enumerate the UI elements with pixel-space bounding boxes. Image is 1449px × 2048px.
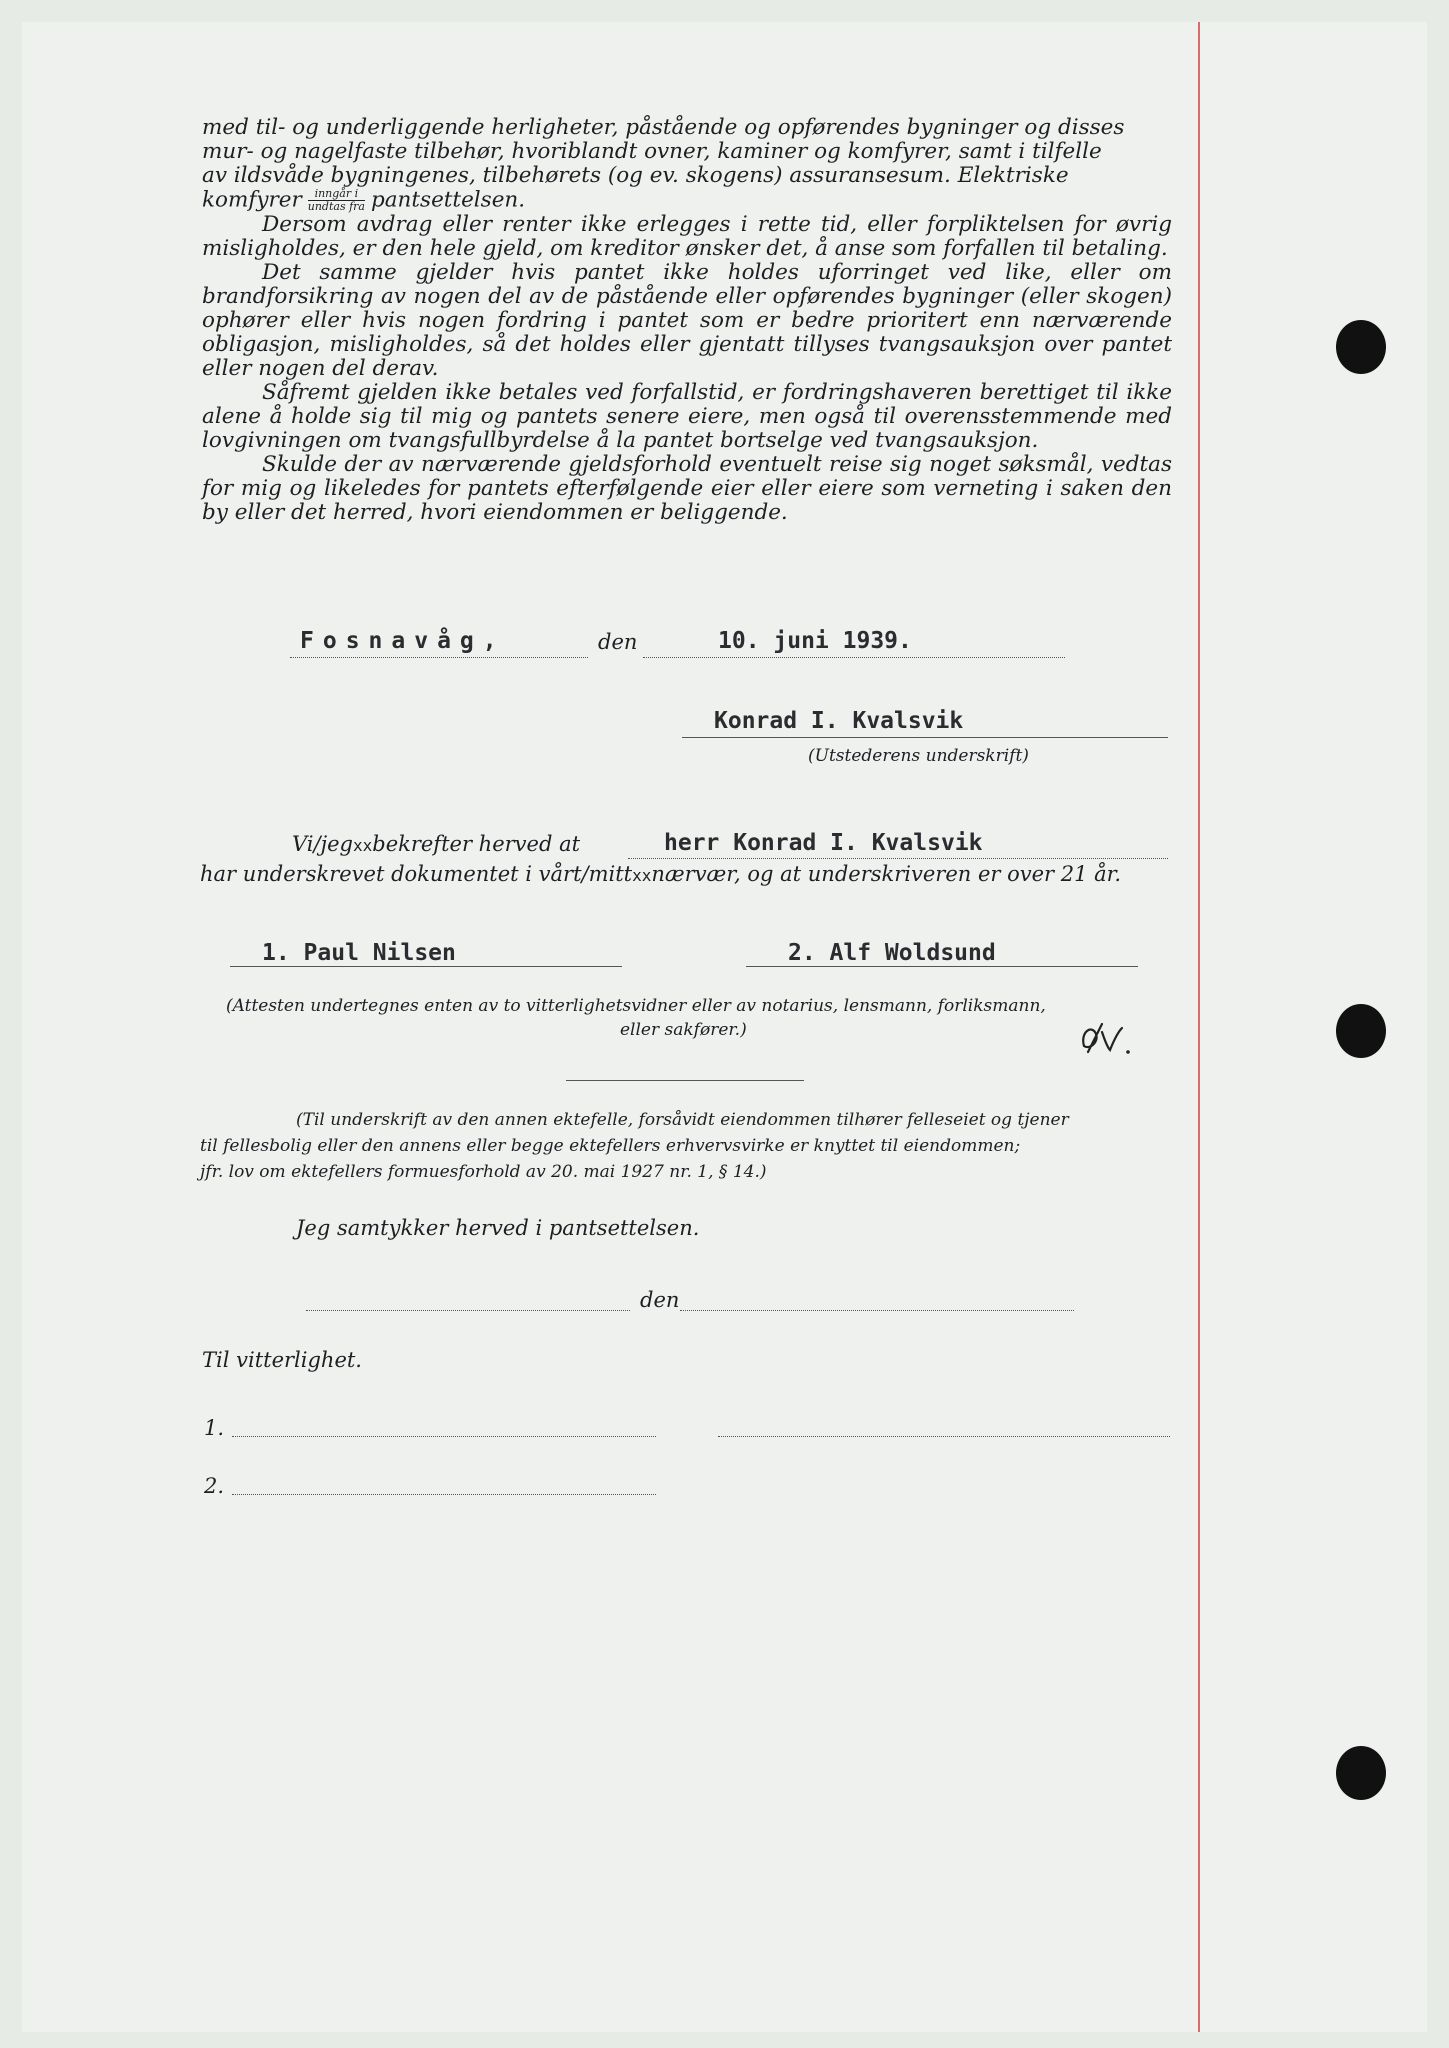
- clause-line: mur- og nagelfaste tilbehør, hvoriblandt ovner, kaminer og komfyrer, samt i tilfelle: [202, 139, 1102, 164]
- clause-line: av ildsvåde bygningenes, tilbehørets (og ev. skogens) assuransesum. Elektriske: [202, 163, 1069, 188]
- confirm-line-2-strike: xx: [632, 866, 652, 885]
- punch-hole: [1336, 1746, 1386, 1800]
- date-line: [643, 657, 1065, 658]
- witness-number-1: 1.: [204, 1416, 225, 1440]
- witness-1-line: [230, 966, 622, 967]
- confirm-line-2-prefix: har underskrevet dokumentet i vårt/mitt: [200, 862, 633, 886]
- confirm-prefix: Vi/jeg: [292, 832, 353, 856]
- issuer-signature-line: [682, 737, 1168, 738]
- place-line: [290, 657, 588, 658]
- til-vitterlighet: Til vitterlighet.: [202, 1348, 362, 1372]
- confirm-name-line: [628, 858, 1168, 859]
- spouse-date-line: [680, 1310, 1074, 1311]
- confirm-strike: xx: [352, 836, 373, 855]
- witness-2-line: [746, 966, 1138, 967]
- komfyrer-choice: [308, 188, 365, 213]
- paragraph-skulde: Skulde der av nærværende gjeldsforhold eventuelt reise sig noget søksmål, vedtas for mig og likeledes for pantets efterfølgende eier eller eiere som verneting i saken den by eller det herred, hvori eiendommen er beliggende.: [202, 452, 1172, 525]
- spouse-den-label: den: [640, 1288, 680, 1312]
- spouse-witness-1-line-right: [718, 1436, 1170, 1437]
- choice-option-include: inngår i: [308, 188, 365, 201]
- confirm-line: [292, 832, 580, 856]
- issuer-caption: (Utstederens underskrift): [808, 746, 1029, 766]
- choice-option-exclude: undtas fra: [307, 200, 365, 213]
- spouse-note-line-1: (Til underskrift av den annen ektefelle, forsåvidt eiendommen tilhører felleseiet og tjener: [296, 1110, 1069, 1130]
- spouse-consent: Jeg samtykker herved i pantsettelsen.: [296, 1216, 700, 1240]
- paragraph-safremt: Såfremt gjelden ikke betales ved forfallstid, er fordringshaveren berettiget til ikke alene å holde sig til mig og pantets senere eiere, men også til overensstemmende med lovgivningen om tvangsfullbyrdelse å la pantet bortselge ved tvangsauksjon.: [202, 380, 1172, 453]
- issuer-name: Konrad I. Kvalsvik: [714, 708, 964, 734]
- confirm-mid: bekrefter herved at: [372, 832, 581, 856]
- komfyrer-word: komfyrer: [202, 187, 302, 213]
- signing-place: Fosnavåg,: [300, 628, 506, 654]
- confirm-line-2-suffix: nærvær, og at underskriveren er over 21 år.: [651, 862, 1122, 886]
- spouse-note-line-3: jfr. lov om ektefellers formuesforhold av 20. mai 1927 nr. 1, § 14.): [200, 1162, 767, 1182]
- punch-hole: [1336, 1004, 1386, 1058]
- komfyrer-line: [202, 188, 1172, 213]
- red-margin-line: [1198, 22, 1200, 2032]
- spouse-signature-line: [306, 1310, 630, 1311]
- signing-date: 10. juni 1939.: [718, 628, 912, 654]
- confirm-name: herr Konrad I. Kvalsvik: [664, 830, 983, 856]
- witness-1-name: 1. Paul Nilsen: [262, 940, 456, 966]
- witness-number-2: 2.: [204, 1474, 225, 1498]
- attest-note-line-2: eller sakfører.): [620, 1020, 747, 1040]
- signing-den-label: den: [598, 630, 638, 654]
- confirm-line-2: [200, 862, 1121, 886]
- paragraph-same: Det samme gjelder hvis pantet ikke holdes uforringet ved like, eller om brandforsikring av nogen del av de påstående eller opførendes bygninger (eller skogen) ophører eller hvis nogen fordring i pantet som er bedre prioritert enn nærværende obligasjon, misligholdes, så det holdes eller gjentatt tillyses tvangsauksjon over pantet eller nogen del derav.: [202, 260, 1172, 381]
- spouse-note-line-2: til fellesbolig eller den annens eller begge ektefellers erhvervsvirke er knyttet til eiendommen;: [200, 1136, 1021, 1156]
- pantsettelsen-word: pantsettelsen.: [370, 187, 526, 213]
- punch-hole: [1336, 320, 1386, 374]
- attest-note-line-1: (Attesten undertegnes enten av to vitterlighetsvidner eller av notarius, lensmann, forliksmann,: [226, 996, 1046, 1016]
- clause-body: [202, 116, 1172, 525]
- paragraph-default: Dersom avdrag eller renter ikke erlegges i rette tid, eller forpliktelsen for øvrig misligholdes, er den hele gjeld, om kreditor ønsker det, å anse som forfallen til betaling.: [202, 212, 1172, 261]
- spouse-witness-2-line: [232, 1494, 656, 1495]
- spouse-witness-1-line: [232, 1436, 656, 1437]
- clause-line: med til- og underliggende herligheter, påstående og opførendes bygninger og disses: [202, 115, 1125, 140]
- divider-line: [566, 1080, 804, 1081]
- handwritten-initials: [1078, 1018, 1138, 1058]
- witness-2-name: 2. Alf Woldsund: [788, 940, 996, 966]
